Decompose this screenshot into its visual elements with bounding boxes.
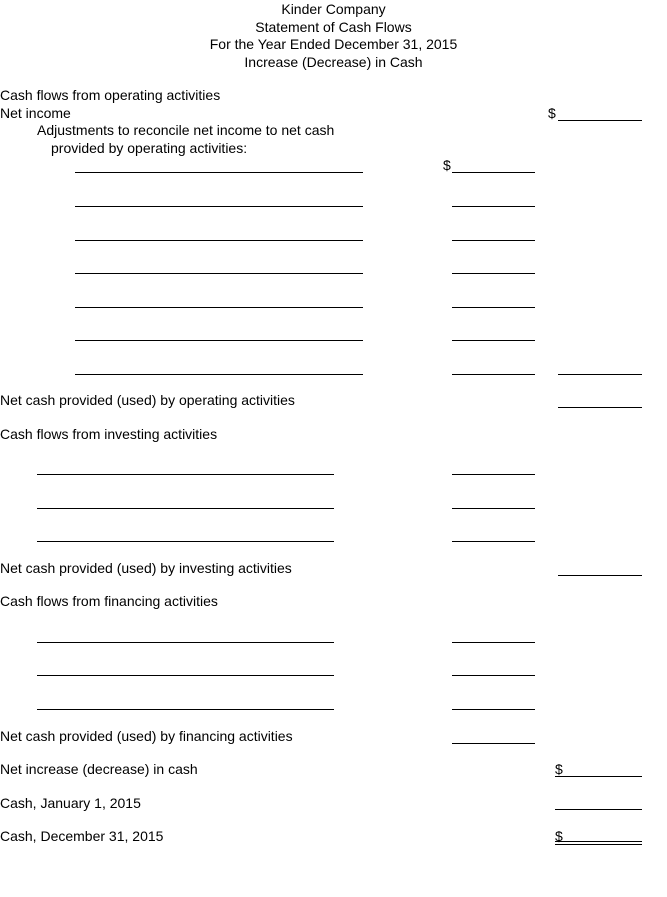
investing-description-blank[interactable] [37, 508, 334, 509]
financing-total-amount-blank[interactable] [452, 743, 535, 744]
operating-adjustment-amount-blank[interactable] [452, 307, 535, 308]
operating-adjustment-amount-blank[interactable] [452, 374, 535, 375]
adjustments-label-cont: provided by operating activities: [51, 140, 248, 156]
financing-description-blank[interactable] [37, 675, 334, 676]
financing-amount-blank[interactable] [452, 642, 535, 643]
financing-total-label: Net cash provided (used) by financing activities [0, 728, 293, 744]
operating-adjustment-description-blank[interactable] [75, 172, 363, 173]
operating-adjustment-description-blank[interactable] [75, 206, 363, 207]
operating-adjustment-description-blank[interactable] [75, 374, 363, 375]
net-income-amount-blank[interactable] [558, 120, 642, 121]
total-adjustments-amount-blank[interactable] [558, 374, 642, 375]
adjustments-label: Adjustments to reconcile net income to net cash [37, 122, 335, 138]
operating-adjustment-amount-blank[interactable] [452, 172, 535, 173]
dollar-sign: $ [555, 828, 563, 844]
statement-subtitle: Increase (Decrease) in Cash [244, 54, 423, 70]
operating-heading: Cash flows from operating activities [0, 87, 221, 103]
investing-heading: Cash flows from investing activities [0, 426, 218, 442]
dollar-sign: $ [443, 157, 451, 173]
financing-amount-blank[interactable] [452, 709, 535, 710]
operating-total-label: Net cash provided (used) by operating activities [0, 392, 295, 408]
dollar-sign: $ [548, 105, 556, 121]
financing-description-blank[interactable] [37, 642, 334, 643]
operating-adjustment-amount-blank[interactable] [452, 240, 535, 241]
operating-adjustment-description-blank[interactable] [75, 307, 363, 308]
investing-amount-blank[interactable] [452, 474, 535, 475]
investing-total-label: Net cash provided (used) by investing activities [0, 560, 292, 576]
investing-description-blank[interactable] [37, 474, 334, 475]
dollar-sign: $ [555, 761, 563, 777]
operating-adjustment-description-blank[interactable] [75, 240, 363, 241]
company-name: Kinder Company [281, 1, 386, 17]
beginning-cash-label: Cash, January 1, 2015 [0, 795, 141, 811]
investing-amount-blank[interactable] [452, 508, 535, 509]
financing-description-blank[interactable] [37, 709, 334, 710]
operating-adjustment-description-blank[interactable] [75, 340, 363, 341]
statement-period: For the Year Ended December 31, 2015 [209, 36, 458, 52]
beginning-cash-amount-blank[interactable] [555, 809, 642, 810]
statement-title: Statement of Cash Flows [255, 19, 412, 35]
ending-cash-label: Cash, December 31, 2015 [0, 828, 164, 844]
operating-adjustment-amount-blank[interactable] [452, 340, 535, 341]
investing-total-amount-blank[interactable] [558, 575, 642, 576]
operating-total-amount-blank[interactable] [558, 407, 642, 408]
operating-adjustment-amount-blank[interactable] [452, 206, 535, 207]
financing-amount-blank[interactable] [452, 675, 535, 676]
net-income-label: Net income [0, 105, 71, 121]
ending-cash-amount-blank[interactable] [555, 841, 642, 845]
investing-description-blank[interactable] [37, 541, 334, 542]
investing-amount-blank[interactable] [452, 541, 535, 542]
net-change-amount-blank[interactable] [555, 776, 642, 777]
financing-heading: Cash flows from financing activities [0, 593, 218, 609]
net-change-label: Net increase (decrease) in cash [0, 761, 198, 777]
operating-adjustment-amount-blank[interactable] [452, 273, 535, 274]
operating-adjustment-description-blank[interactable] [75, 273, 363, 274]
